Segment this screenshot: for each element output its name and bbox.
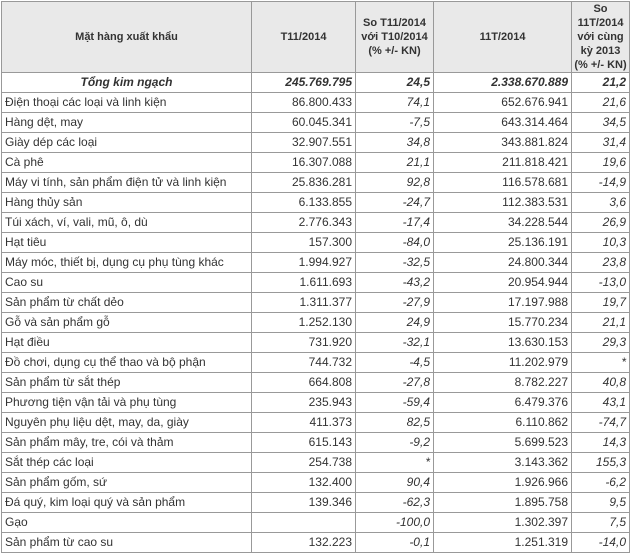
table-row [2,513,630,533]
product-name: Cao su [2,273,252,293]
table-row [2,293,630,313]
header-pct-yoy: So 11T/2014 với cùng kỳ 2013 (% +/- KN) [572,2,630,73]
ytd-value: 3.143.362 [434,453,572,473]
ytd-value: 15.770.234 [434,313,572,333]
product-name: Hàng dệt, may [2,113,252,133]
pct-yoy: 26,9 [572,213,630,233]
pct-vs-t10: -100,0 [356,513,434,533]
pct-vs-t10: 92,8 [356,173,434,193]
ytd-value: 17.197.988 [434,293,572,313]
pct-vs-t10: 21,1 [356,153,434,173]
product-name: Hạt điều [2,333,252,353]
pct-vs-t10: -59,4 [356,393,434,413]
product-name: Phương tiện vận tải và phụ tùng [2,393,252,413]
t11-value: 60.045.341 [252,113,356,133]
pct-yoy: -74,7 [572,413,630,433]
total-t11: 245.769.795 [252,73,356,93]
product-name: Sản phẩm từ sắt thép [2,373,252,393]
t11-value: 1.252.130 [252,313,356,333]
pct-yoy: 21,6 [572,93,630,113]
pct-vs-t10: 24,9 [356,313,434,333]
ytd-value: 24.800.344 [434,253,572,273]
pct-vs-t10: 90,4 [356,473,434,493]
pct-vs-t10: -27,8 [356,373,434,393]
ytd-value: 1.895.758 [434,493,572,513]
pct-vs-t10: -62,3 [356,493,434,513]
ytd-value: 34.228.544 [434,213,572,233]
pct-yoy: 19,6 [572,153,630,173]
product-name: Đồ chơi, dụng cụ thể thao và bộ phận [2,353,252,373]
table-row [2,433,630,453]
table-row [2,213,630,233]
pct-vs-t10: 34,8 [356,133,434,153]
pct-yoy: -14,9 [572,173,630,193]
total-pct-vs-t10: 24,5 [356,73,434,93]
product-name: Điện thoại các loại và linh kiện [2,93,252,113]
pct-yoy: 31,4 [572,133,630,153]
ytd-value: 5.699.523 [434,433,572,453]
product-name: Sản phẩm gốm, sứ [2,473,252,493]
product-name: Đá quý, kim loại quý và sản phẩm [2,493,252,513]
table-row [2,413,630,433]
t11-value: 157.300 [252,233,356,253]
header-ytd: 11T/2014 [434,2,572,73]
product-name: Giày dép các loại [2,133,252,153]
ytd-value: 116.578.681 [434,173,572,193]
pct-yoy: 34,5 [572,113,630,133]
table-row [2,493,630,513]
product-name: Sản phẩm từ cao su [2,533,252,553]
ytd-value: 343.881.824 [434,133,572,153]
table-row [2,153,630,173]
pct-vs-t10: 82,5 [356,413,434,433]
table-row [2,93,630,113]
product-name: Sản phẩm từ chất dẻo [2,293,252,313]
ytd-value: 8.782.227 [434,373,572,393]
table-header [2,2,630,73]
ytd-value: 25.136.191 [434,233,572,253]
ytd-value: 211.818.421 [434,153,572,173]
pct-yoy: 23,8 [572,253,630,273]
total-ytd: 2.338.670.889 [434,73,572,93]
header-product: Mặt hàng xuất khẩu [2,2,252,73]
product-name: Hạt tiêu [2,233,252,253]
table-row [2,133,630,153]
header-pct-vs-t10: So T11/2014 với T10/2014 (% +/- KN) [356,2,434,73]
t11-value: 615.143 [252,433,356,453]
table-row [2,473,630,493]
total-label: Tổng kim ngạch [2,73,252,93]
ytd-value: 6.110.862 [434,413,572,433]
t11-value: 16.307.088 [252,153,356,173]
table-row [2,333,630,353]
t11-value: 6.133.855 [252,193,356,213]
product-name: Hàng thủy sản [2,193,252,213]
pct-yoy: 29,3 [572,333,630,353]
ytd-value: 1.251.319 [434,533,572,553]
ytd-value: 643.314.464 [434,113,572,133]
product-name: Gỗ và sản phẩm gỗ [2,313,252,333]
t11-value: 32.907.551 [252,133,356,153]
pct-yoy: 43,1 [572,393,630,413]
pct-yoy: 155,3 [572,453,630,473]
table-row [2,273,630,293]
pct-vs-t10: -9,2 [356,433,434,453]
t11-value: 254.738 [252,453,356,473]
table-row [2,193,630,213]
pct-vs-t10: -17,4 [356,213,434,233]
t11-value: 86.800.433 [252,93,356,113]
table-row [2,253,630,273]
product-name: Gạo [2,513,252,533]
t11-value: 132.223 [252,533,356,553]
pct-vs-t10: -84,0 [356,233,434,253]
pct-yoy: -6,2 [572,473,630,493]
table-row [2,113,630,133]
pct-vs-t10: * [356,453,434,473]
pct-yoy: 9,5 [572,493,630,513]
pct-vs-t10: -7,5 [356,113,434,133]
product-name: Sản phẩm mây, tre, cói và thảm [2,433,252,453]
t11-value: 1.611.693 [252,273,356,293]
pct-yoy: 21,1 [572,313,630,333]
t11-value [252,513,356,533]
total-row [2,73,630,93]
table-row [2,393,630,413]
pct-vs-t10: -32,5 [356,253,434,273]
pct-yoy: * [572,353,630,373]
t11-value: 25.836.281 [252,173,356,193]
ytd-value: 6.479.376 [434,393,572,413]
ytd-value: 652.676.941 [434,93,572,113]
table-row [2,313,630,333]
table-row [2,353,630,373]
table-row [2,533,630,553]
product-name: Nguyên phụ liệu dệt, may, da, giày [2,413,252,433]
pct-yoy: -14,0 [572,533,630,553]
pct-vs-t10: -24,7 [356,193,434,213]
pct-yoy: 7,5 [572,513,630,533]
table-row [2,373,630,393]
t11-value: 132.400 [252,473,356,493]
pct-vs-t10: -4,5 [356,353,434,373]
t11-value: 664.808 [252,373,356,393]
total-pct-yoy: 21,2 [572,73,630,93]
table-row [2,233,630,253]
t11-value: 1.311.377 [252,293,356,313]
pct-yoy: 3,6 [572,193,630,213]
product-name: Túi xách, ví, vali, mũ, ô, dù [2,213,252,233]
ytd-value: 112.383.531 [434,193,572,213]
header-t11: T11/2014 [252,2,356,73]
pct-yoy: 10,3 [572,233,630,253]
pct-yoy: -13,0 [572,273,630,293]
ytd-value: 13.630.153 [434,333,572,353]
t11-value: 411.373 [252,413,356,433]
t11-value: 139.346 [252,493,356,513]
pct-vs-t10: 74,1 [356,93,434,113]
table-body [2,73,630,553]
t11-value: 1.994.927 [252,253,356,273]
pct-vs-t10: -43,2 [356,273,434,293]
header-row [2,2,630,73]
ytd-value: 1.926.966 [434,473,572,493]
pct-yoy: 14,3 [572,433,630,453]
export-table [1,1,630,553]
t11-value: 235.943 [252,393,356,413]
product-name: Cà phê [2,153,252,173]
pct-vs-t10: -27,9 [356,293,434,313]
pct-yoy: 40,8 [572,373,630,393]
t11-value: 744.732 [252,353,356,373]
ytd-value: 20.954.944 [434,273,572,293]
product-name: Máy vi tính, sản phẩm điện tử và linh kiện [2,173,252,193]
t11-value: 731.920 [252,333,356,353]
pct-yoy: 19,7 [572,293,630,313]
table-row [2,173,630,193]
pct-vs-t10: -32,1 [356,333,434,353]
t11-value: 2.776.343 [252,213,356,233]
ytd-value: 1.302.397 [434,513,572,533]
ytd-value: 11.202.979 [434,353,572,373]
product-name: Máy móc, thiết bị, dụng cụ phụ tùng khác [2,253,252,273]
product-name: Sắt thép các loại [2,453,252,473]
table-row [2,453,630,473]
pct-vs-t10: -0,1 [356,533,434,553]
